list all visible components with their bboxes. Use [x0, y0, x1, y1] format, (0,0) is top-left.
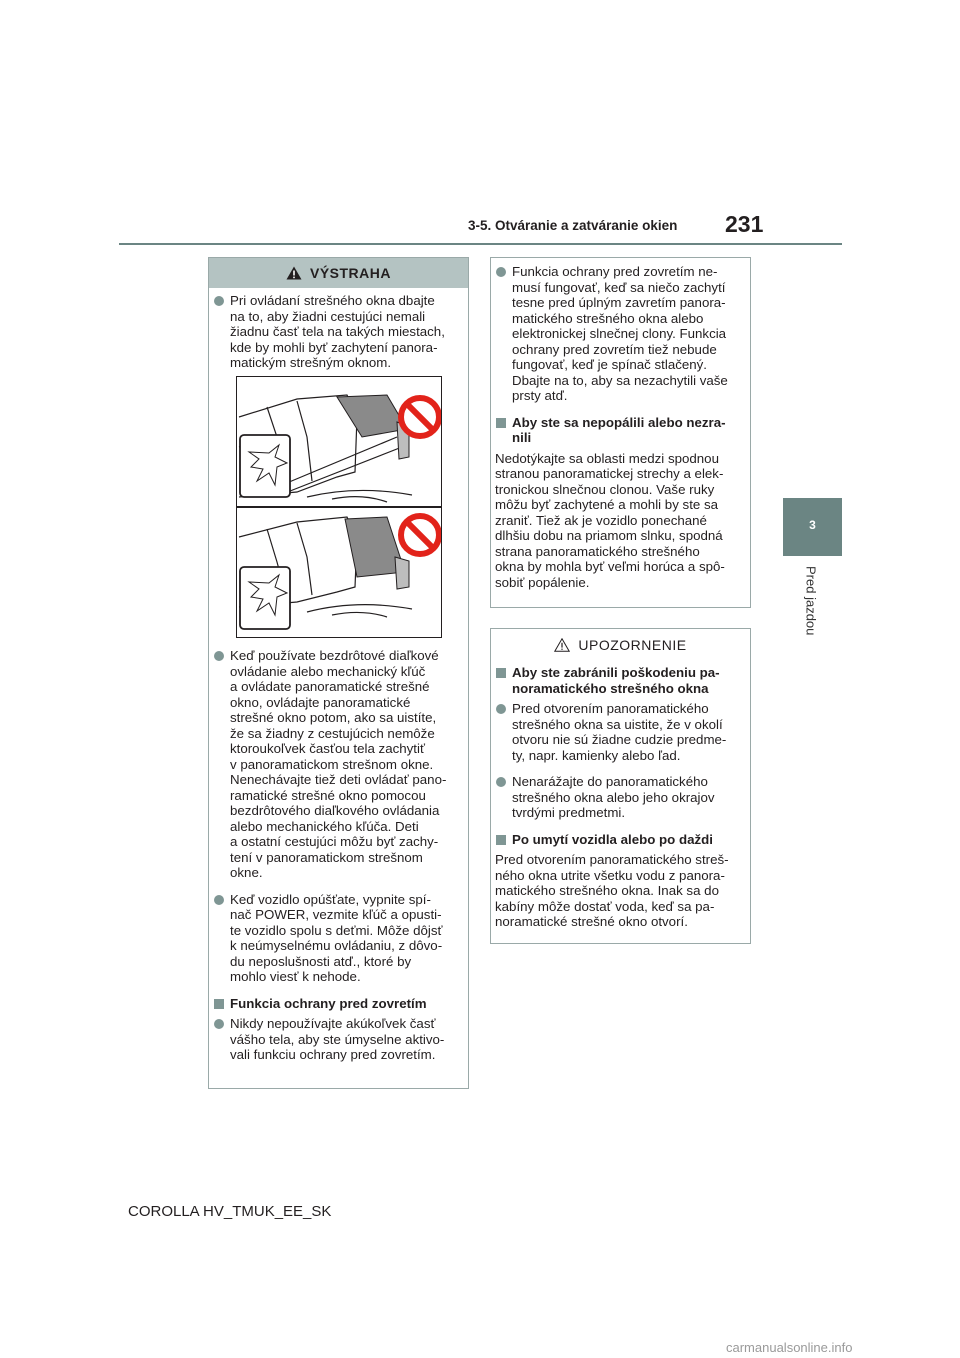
- square-marker-icon: [496, 418, 506, 428]
- square-marker-icon: [496, 835, 506, 845]
- warning-continuation-content: [495, 264, 749, 602]
- warning-bullet: [495, 264, 749, 404]
- bullet-text: Pri ovládaní strešného okna dbajte na to, aby žiadni cestujúci nemali žiadnu časť tela na takých miestach, kde by mohli byť zachytení panora- matickým strešným oknom.: [230, 293, 445, 370]
- caution-content: [495, 665, 749, 942]
- chapter-tab[interactable]: [783, 498, 842, 556]
- warning-title: VÝSTRAHA: [309, 265, 391, 281]
- bullet-dot-icon: [214, 1019, 224, 1029]
- subheading-text: Funkcia ochrany pred zovretím: [230, 995, 427, 1011]
- caution-bullet: [495, 701, 749, 763]
- bullet-dot-icon: [496, 777, 506, 787]
- subheading-text: Aby ste sa nepopálili alebo nezra- nili: [512, 414, 726, 445]
- model-code-footer: COROLLA HV_TMUK_EE_SK: [128, 1203, 332, 1220]
- bullet-text: Keď používate bezdrôtové diaľkové ovládanie alebo mechanický kľúč a ovládate panoramatické strešné okno, ovládajte panoramatické strešné okno potom, ako sa uistíte, že sa žiadny z cestujúcich nemôže ktoroukoľvek časťou tela zachytiť v panoramatickom strešnom okne. Nenechávajte tiež deti ovládať pano- ramatické strešné okno pomocou bezdrôtového diaľkového ovládania alebo mechanického kľúča. Deti a ostatní cestujúci môžu byť zachy- tení v panoramatickom strešnom okne.: [230, 648, 447, 880]
- warning-header: [209, 258, 468, 288]
- warning-content-top: [213, 293, 467, 382]
- chapter-label: Pred jazdou: [803, 566, 819, 636]
- caution-subheading: [495, 665, 749, 696]
- warning-triangle-icon: [286, 266, 302, 280]
- warning-continuation-box: [490, 257, 751, 608]
- square-marker-icon: [214, 999, 224, 1009]
- caution-triangle-icon: [554, 638, 570, 652]
- warning-bullet: [213, 1016, 467, 1063]
- watermark-link[interactable]: carmanualsonline.info: [726, 1340, 853, 1355]
- subheading-text: Aby ste zabránili poškodeniu pa- noramatického strešného okna: [512, 665, 720, 696]
- prohibition-sign-icon: [401, 398, 439, 436]
- bullet-dot-icon: [214, 296, 224, 306]
- bullet-text: Funkcia ochrany pred zovretím ne- musí fungovať, keď sa niečo zachytí tesne pred úplným zavretím panora- matického strešného okna alebo elektronickej slnečnej clony. Funkcia ochrany pred zovretím tiež nebude fungovať, keď je spínač stlačený. Dbajte na to, aby sa nezachytili vaše prsty atď.: [512, 264, 728, 403]
- section-title: 3-5. Otváranie a zatváranie okien: [468, 218, 678, 233]
- bullet-dot-icon: [214, 651, 224, 661]
- caution-title: UPOZORNENIE: [578, 637, 687, 653]
- warning-content-bottom: [213, 648, 467, 1074]
- caution-bullet: [495, 774, 749, 821]
- chapter-label-wrap: [781, 566, 841, 686]
- warning-bullet: [213, 648, 467, 881]
- caution-box: [490, 628, 751, 944]
- warning-subheading: [213, 996, 467, 1012]
- warning-paragraph: Nedotýkajte sa oblasti medzi spodnou stranou panoramatickej strechy a elek- tronickou slnečnou clonou. Vaše ruky môžu byť zachytené a mohli by ste sa zraniť. Tiež ak je vozidlo ponechané dlhšiu dobu na priamom slnku, spodná strana panoramatického strešného okna by mohla byť veľmi horúca a spô- sobiť popálenie.: [495, 450, 725, 590]
- warning-bullet: [213, 892, 467, 985]
- caution-paragraph: Pred otvorením panoramatického streš- ného okna utrite všetku vodu z panora- matického strešného okna. Inak sa do kabíny môže dostať voda, keď sa pa- noramatické strešné okno otvorí.: [495, 852, 729, 929]
- bullet-text: Keď vozidlo opúšťate, vypnite spí- nač POWER, vezmite kľúč a opusti- te vozidlo spolu s deťmi. Môže dôjsť k neúmyselnému ovládaniu, z dôvo- du neposlušnosti atď., ktoré by mohlo viesť k nehode.: [230, 891, 443, 984]
- subheading-text: Po umytí vozidla alebo po daždi: [512, 831, 713, 847]
- warning-subheading: [495, 415, 749, 446]
- caution-subheading: [495, 832, 749, 848]
- page-number: 231: [725, 211, 764, 237]
- bullet-dot-icon: [214, 895, 224, 905]
- sunroof-pinch-illustration: [237, 377, 441, 637]
- square-marker-icon: [496, 668, 506, 678]
- bullet-dot-icon: [496, 267, 506, 277]
- bullet-text: Nikdy nepoužívajte akúkoľvek časť vášho tela, aby ste úmyselne aktivo- vali funkciu ochrany pred zovretím.: [230, 1016, 445, 1062]
- header-rule: [119, 243, 842, 245]
- warning-bullet: [213, 293, 467, 371]
- chapter-number: 3: [809, 518, 816, 532]
- bullet-text: Nenarážajte do panoramatického strešného okna alebo jeho okrajov tvrdými predmetmi.: [512, 774, 715, 820]
- caution-header: [491, 629, 750, 661]
- sunroof-illustration: [236, 376, 442, 638]
- bullet-text: Pred otvorením panoramatického strešného okna sa uistite, že v okolí otvoru nie sú žiadne cudzie predme- ty, napr. kamienky alebo ľad.: [512, 701, 727, 763]
- bullet-dot-icon: [496, 704, 506, 714]
- prohibition-sign-icon: [401, 516, 439, 554]
